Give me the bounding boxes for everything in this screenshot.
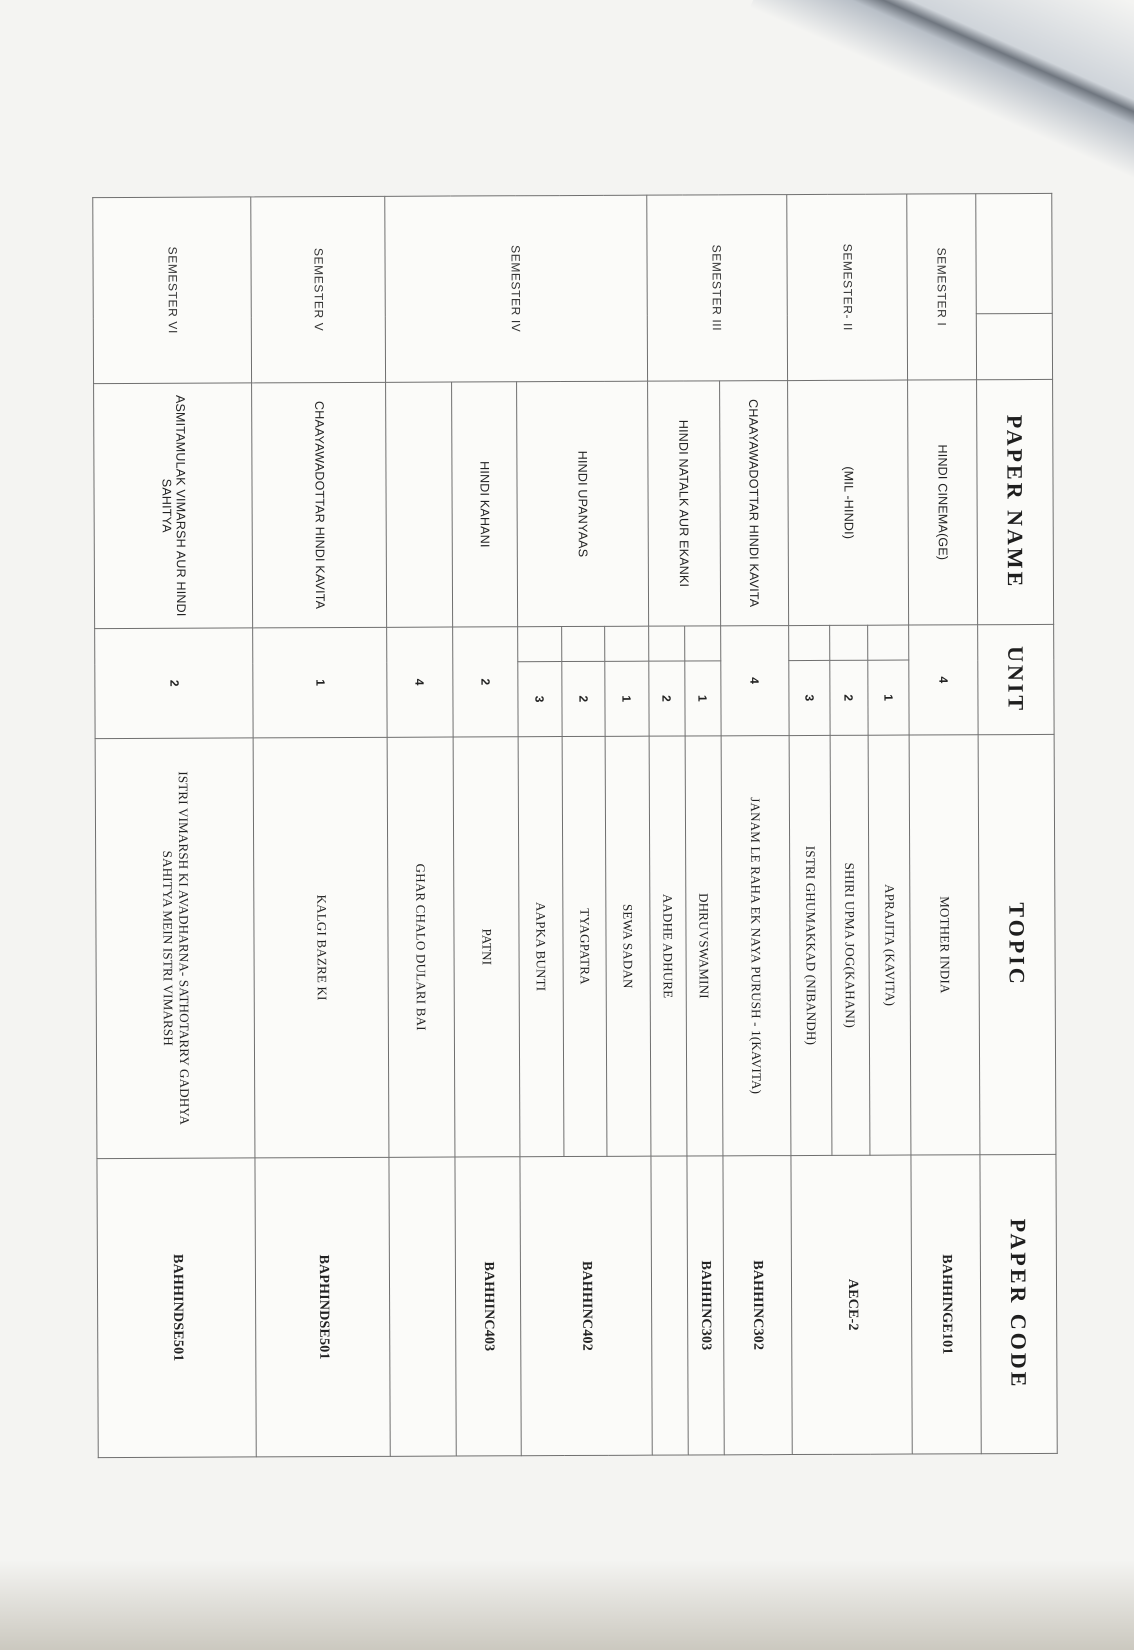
topic-cell: AADHE ADHURE [649, 736, 687, 1156]
syllabus-table [92, 193, 1057, 1458]
unit-cell: 3 [789, 660, 830, 735]
semester-label: SEMESTER IV [385, 195, 647, 382]
header-paper-code: PAPER CODE [980, 1154, 1058, 1453]
table-row [251, 196, 391, 1457]
paper-code-cell: BAHHINC402 [520, 1156, 652, 1456]
paper-code-cell-empty [651, 1156, 688, 1455]
topic-cell: AAPKA BUNTI [518, 737, 563, 1157]
paper-code-cell: BAHHINC303 [687, 1156, 724, 1455]
paper-name-cell: CHAAYAWADOTTAR HINDI KAVITA [719, 381, 789, 626]
rotated-table-wrapper [92, 193, 1057, 1457]
table-row [907, 194, 981, 1454]
paper-name-cell-empty [386, 382, 452, 627]
semester-label: SEMESTER III [646, 195, 787, 382]
paper-code-cell: BAHHINC403 [455, 1157, 522, 1456]
header-topic: TOPIC [978, 734, 1056, 1154]
unit-subcell [684, 626, 720, 661]
paper-name-cell: (MIL -HINDI) [788, 380, 909, 626]
unit-subcell [648, 626, 684, 661]
paper-code-cell: BAHHINC302 [723, 1156, 793, 1455]
topic-cell: JANAM LE RAHA EK NAYA PURUSH - 1(KAVITA) [721, 736, 791, 1156]
unit-cell: 2 [95, 628, 254, 739]
topic-cell: DHRUVSWAMINI [685, 736, 723, 1156]
table-row [385, 196, 456, 1456]
table-row [450, 196, 521, 1456]
document-sheet [92, 193, 1057, 1457]
table-row [603, 195, 652, 1455]
unit-subcell [829, 625, 867, 660]
header-blank [976, 313, 1053, 379]
paper-name-cell: CHAAYAWADOTTAR HINDI KAVITA [252, 382, 387, 628]
semester-label: SEMESTER I [907, 194, 976, 380]
unit-subcell [518, 627, 562, 662]
paper-name-cell: ASMITAMULAK VIMARSH AUR HINDI SAHITYA [94, 383, 253, 629]
topic-cell: PATNI [453, 737, 520, 1157]
semester-label: SEMESTER- II [787, 194, 908, 381]
table-row [865, 194, 912, 1454]
unit-cell: 2 [452, 627, 518, 737]
unit-subcell [561, 626, 605, 661]
header-paper-name: PAPER NAME [976, 379, 1053, 624]
paper-name-cell: HINDI KAHANI [451, 382, 517, 627]
unit-cell: 2 [561, 661, 605, 736]
header-row [975, 193, 1057, 1453]
header-corner [975, 193, 1052, 313]
unit-cell: 4 [720, 626, 789, 736]
topic-cell: ISTRI VIMARSH KI AVADHARNA- SATHOTARRY GADHYA SAHITYA MEIN ISTRI VIMARSH [95, 738, 255, 1159]
header-unit: UNIT [977, 624, 1054, 734]
unit-cell: 3 [518, 662, 562, 737]
unit-subcell [605, 626, 649, 661]
page-fold-shadow [750, 0, 1134, 219]
paper-code-cell-empty [389, 1157, 456, 1456]
unit-cell: 2 [648, 661, 684, 736]
semester-label: SEMESTER V [251, 196, 386, 383]
table-row [718, 195, 792, 1455]
paper-name-cell: HINDI NATALK AUR EKANKI [647, 381, 720, 626]
paper-code-cell: BAHHINDSE501 [97, 1158, 256, 1458]
bottom-shadow [0, 1560, 1134, 1650]
table-row [682, 195, 723, 1455]
unit-cell: 1 [684, 661, 720, 736]
unit-cell: 1 [605, 661, 649, 736]
table-row [93, 197, 257, 1458]
paper-code-cell: BAHHINGE101 [911, 1155, 981, 1454]
topic-cell: SHIRI UPMA JOG(KAHANI) [830, 735, 870, 1155]
unit-cell: 2 [829, 660, 867, 735]
paper-name-cell: HINDI CINEMA(GE) [908, 380, 978, 625]
topic-cell: GHAR CHALO DULARI BAI [387, 737, 454, 1157]
unit-cell: 4 [909, 625, 978, 735]
topic-cell: SEWA SADAN [605, 736, 650, 1156]
topic-cell: APRAJITA (KAVITA) [868, 735, 911, 1155]
topic-cell: KALGI BAZRE KI [253, 737, 389, 1158]
unit-subcell [789, 625, 829, 660]
paper-name-cell: HINDI UPANYAAS [517, 381, 649, 627]
unit-subcell [867, 625, 909, 660]
unit-cell: 1 [867, 660, 909, 735]
topic-cell: TYAGPATRA [562, 736, 607, 1156]
topic-cell: MOTHER INDIA [909, 735, 979, 1155]
paper-code-cell: BAPHINDSE501 [255, 1157, 390, 1457]
topic-cell: ISTRI GHUMAKKAD (NIBANDH) [789, 735, 831, 1155]
paper-code-cell: AECE-2 [791, 1155, 912, 1455]
semester-label: SEMESTER VI [93, 197, 252, 384]
unit-cell: 1 [253, 627, 388, 738]
unit-cell: 4 [387, 627, 453, 737]
